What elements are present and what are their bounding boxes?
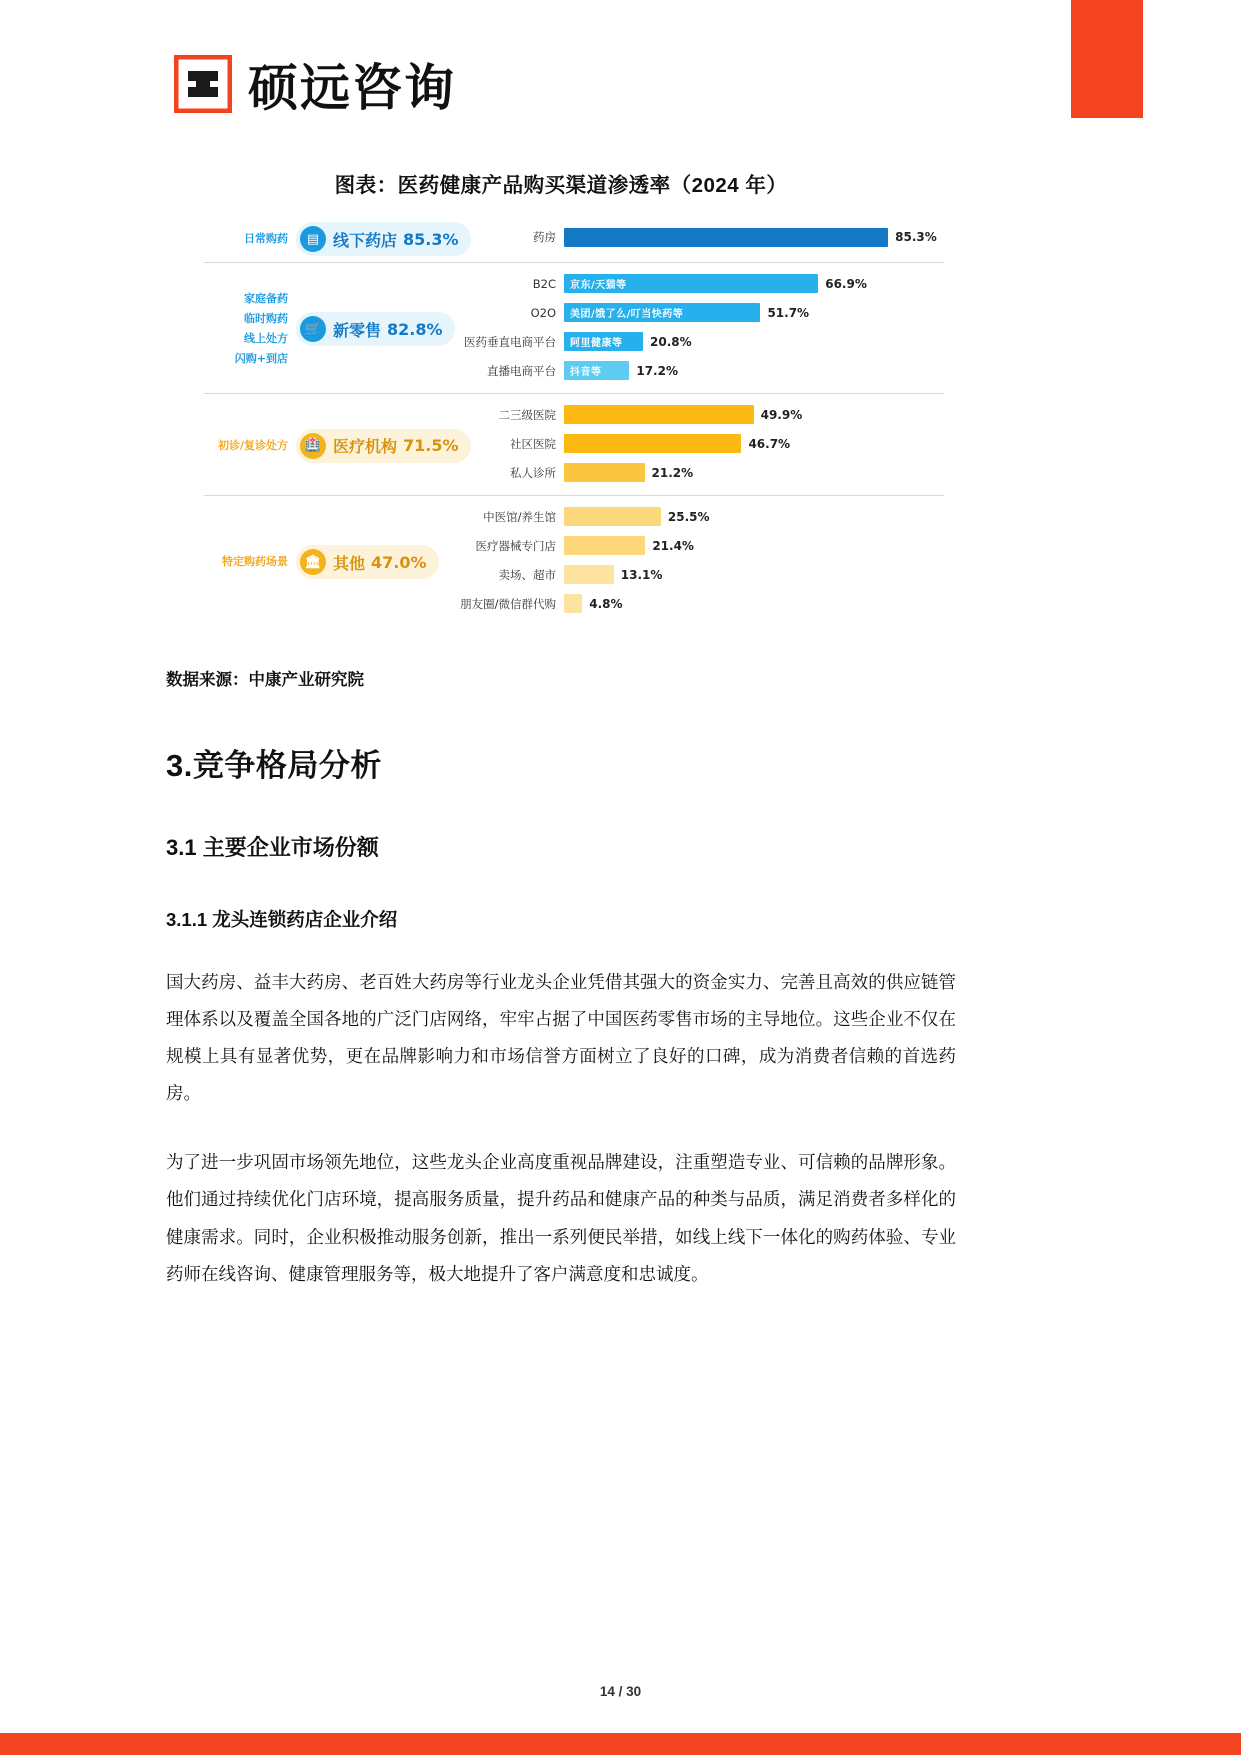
bar-row <box>446 460 944 485</box>
bar-row <box>446 591 944 616</box>
bar-label: 朋友圈/微信群代购 <box>460 596 556 611</box>
section-heading-4: 3.1.1 龙头连锁药店企业介绍 <box>166 909 398 930</box>
bar-value: 46.7% <box>748 436 791 451</box>
bar-value: 66.9% <box>825 276 867 291</box>
bar-brand: 京东/天猫等 <box>570 280 627 291</box>
scene-label: 家庭备药 <box>244 292 288 305</box>
group-pill-newretail <box>296 312 446 346</box>
bar-value: 25.5% <box>667 509 710 524</box>
group-label: 其他 <box>333 553 366 573</box>
chart-divider <box>204 262 944 263</box>
decorative-corner-block <box>1071 0 1143 118</box>
scene-label: 日常购药 <box>244 232 288 245</box>
page-number: 14 / 30 <box>599 1684 642 1699</box>
section-heading-3: 3.1 主要企业市场份额 <box>166 835 379 860</box>
scene-label: 初诊/复诊处方 <box>217 438 288 452</box>
body-paragraph-2: 为了进一步巩固市场领先地位，这些龙头企业高度重视品牌建设，注重塑造专业、可信赖的品牌形象。他们通过持续优化门店环境，提高服务质量，提升药品和健康产品的种类与品质，满足消费者多样化的健康需求。同时，企业积极推动服务创新，推出一系列便民举措，如线上线下一体化的购药体验、专业药师在线咨询、健康管理服务等，极大地提升了客户满意度和忠诚度。 <box>166 1152 956 1284</box>
section-heading-2: 3.竞争格局分析 <box>166 748 382 783</box>
bar-row <box>446 271 944 296</box>
bar-label: 药房 <box>533 230 556 244</box>
bar-label: 私人诊所 <box>510 465 556 480</box>
bar-row <box>446 562 944 587</box>
group-pill-medical <box>296 429 459 463</box>
brand-name: 硕远咨询 <box>248 59 456 117</box>
bar-row <box>446 300 944 325</box>
bar-row <box>446 358 944 383</box>
group-label: 医疗机构 <box>333 437 398 456</box>
group-pill-offline <box>296 222 459 256</box>
bar-value: 4.8% <box>589 596 623 611</box>
bar-brand: 抖音等 <box>570 367 602 378</box>
bar-value: 51.7% <box>767 305 810 320</box>
chart-group-offline <box>204 222 944 256</box>
bar-label: 卖场、超市 <box>498 567 556 582</box>
bar-brand: 美团/饿了么/叮当快药等 <box>570 309 684 320</box>
bar-row <box>446 504 944 529</box>
decorative-bottom-bar <box>0 1733 1241 1755</box>
page-content <box>166 0 956 1293</box>
body-paragraph-1: 国大药房、益丰大药房、老百姓大药房等行业龙头企业凭借其强大的资金实力、完善且高效的供应链管理体系以及覆盖全国各地的广泛门店网络，牢牢占据了中国医药零售市场的主导地位。这些企业不仅在规模上具有显著优势，更在品牌影响力和市场信誉方面树立了良好的口碑，成为消费者信赖的首选药房。 <box>166 972 956 1104</box>
group-value: 82.8% <box>387 319 443 339</box>
bar-label: 直播电商平台 <box>487 363 556 378</box>
group-label: 线下药店 <box>333 230 398 250</box>
bar-row <box>446 533 944 558</box>
scene-labels-medical <box>204 436 296 456</box>
bar-row <box>446 431 944 456</box>
bars-newretail <box>446 271 944 387</box>
scene-label: 线上处方 <box>244 332 288 345</box>
bar-value: 21.2% <box>651 465 694 480</box>
bar-label: 社区医院 <box>510 436 556 451</box>
group-value: 47.0% <box>371 552 427 572</box>
scene-label: 临时购药 <box>244 312 288 325</box>
figure-title: 图表：医药健康产品购买渠道渗透率（2024 年） <box>334 174 788 197</box>
chart-group-other <box>204 504 944 620</box>
bar-label: 医药垂直电商平台 <box>464 334 556 349</box>
bar-row <box>446 225 944 250</box>
bar-label: 医疗器械专门店 <box>475 538 556 553</box>
group-label: 新零售 <box>333 320 382 340</box>
hospital-icon: 🏥 <box>300 433 326 459</box>
bar-value: 13.1% <box>620 567 663 582</box>
cart-icon: 🛒 <box>300 316 326 342</box>
bar-brand: 阿里健康等 <box>570 338 623 349</box>
building-icon: 🏛 <box>300 549 326 575</box>
brand-logo <box>174 48 956 120</box>
chart-divider <box>204 393 944 394</box>
bar-value: 20.8% <box>650 334 692 349</box>
bar-label: B2C <box>532 276 556 291</box>
bars-other <box>446 504 944 620</box>
scene-labels-other <box>204 552 296 572</box>
bar-value: 85.3% <box>895 230 937 244</box>
chart-divider <box>204 495 944 496</box>
bar-value: 21.4% <box>652 538 694 553</box>
square-s-logo-icon <box>174 55 232 113</box>
scene-labels-newretail <box>204 289 296 369</box>
bars-offline <box>446 225 944 254</box>
bar-label: O2O <box>530 305 556 320</box>
store-icon: ▤ <box>300 226 326 252</box>
bar-row <box>446 329 944 354</box>
group-value: 71.5% <box>403 436 459 455</box>
bars-medical <box>446 402 944 489</box>
figure-source: 数据来源：中康产业研究院 <box>166 671 364 689</box>
scene-label: 闪购+到店 <box>234 352 288 365</box>
scene-label: 特定购药场景 <box>222 555 288 568</box>
group-value: 85.3% <box>403 229 459 249</box>
bar-label: 二三级医院 <box>498 407 556 422</box>
bar-value: 17.2% <box>636 363 678 378</box>
scene-labels-offline <box>204 229 296 249</box>
bar-value: 49.9% <box>760 407 803 422</box>
chart-group-newretail <box>204 271 944 387</box>
group-pill-other <box>296 545 446 579</box>
bar-label: 中医馆/养生馆 <box>483 509 556 524</box>
channel-penetration-chart <box>204 222 944 620</box>
bar-row <box>446 402 944 427</box>
chart-group-medical <box>204 402 944 489</box>
